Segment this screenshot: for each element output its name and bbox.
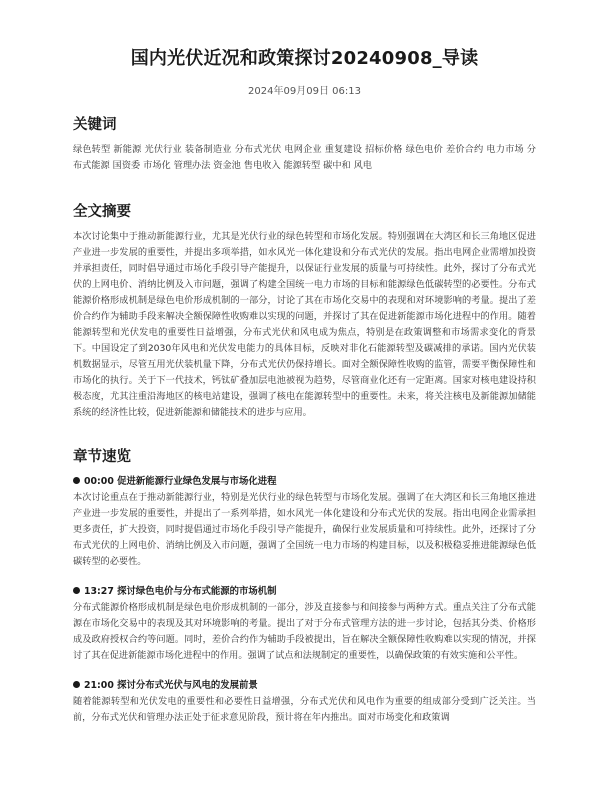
keywords-text: 绿色转型 新能源 光伏行业 装备制造业 分布式光伏 电网企业 重复建设 招标价格 绿色电价 差价合约 电力市场 分布式能源 国资委 市场化 管理办法 资金池 售电收入 能源转型 碳中和 风电 <box>73 144 536 171</box>
chapter-time-title[interactable]: 00:00 促进新能源行业绿色发展与市场化进程 <box>84 476 277 487</box>
chapter-title[interactable] <box>73 584 536 600</box>
bullet-icon <box>73 587 80 594</box>
publish-date: 2024年09月09日 06:13 <box>248 86 361 97</box>
bullet-icon <box>73 477 80 484</box>
bullet-icon <box>73 681 80 688</box>
chapter-title[interactable] <box>73 474 536 490</box>
chapter-text: 本次讨论重点在于推动新能源行业，特别是光伏行业的绿色转型与市场化发展。强调了在大湾区和长三角地区推进产业进一步发展的重要性，并提出了一系列举措，如水风光一体化建设和分布式光伏的发展。指出电网企业需承担更多责任，扩大投资，同时提倡通过市场化手段引导产能提升，确保行业发展质量和可持续性。此外，还探讨了分布式光伏的上网电价、消纳比例及入市问题，强调了全国统一电力市场的构建目标，以及积极稳妥推进能源绿色低碳转型的必要性。 <box>73 492 536 567</box>
chapter-item <box>73 474 536 570</box>
keywords-section <box>73 113 536 174</box>
abstract-section <box>73 200 536 421</box>
chapter-text: 分布式能源价格形成机制是绿色电价形成机制的一部分，涉及直接参与和间接参与两种方式。重点关注了分布式能源在市场化交易中的表现及其对环境影响的考量。提出了对于分布式管理方法的进一步讨论，包括其分类、价格形成及政府授权合约等问题。同时，差价合约作为辅助手段被提出，旨在解决全额保障性收购难以实现的情况，并探讨了其在促进新能源市场化进程中的作用。强调了试点和法规制定的重要性，以确保政策的有效实施和公平性。 <box>73 602 536 661</box>
keywords-heading: 关键词 <box>73 117 117 133</box>
chapter-time-title[interactable]: 21:00 探讨分布式光伏与风电的发展前景 <box>84 680 258 691</box>
chapter-title[interactable] <box>73 678 536 694</box>
abstract-text: 本次讨论集中于推动新能源行业，尤其是光伏行业的绿色转型和市场化发展。特别强调在大湾区和长三角地区促进产业进一步发展的重要性，并提出多项举措，如水风光一体化建设和分布式光伏的发展。指出电网企业需增加投资并承担责任，同时倡导通过市场化手段引导产能提升，以保证行业发展的质量与可持续性。此外，探讨了分布式光伏的上网电价、消纳比例及入市问题，强调了构建全国统一电力市场的目标和能源绿色低碳转型的必要性。分布式能源价格形成机制是绿色电价形成机制的一部分，讨论了其在市场化交易中的表现和对环境影响的考量。提出了差价合约作为辅助手段来解决全额保障性收购难以实现的问题，并探讨了其在促进新能源市场化进程中的作用。随着能源转型和光伏发电的重要性日益增强，分布式光伏和风电成为焦点，特别是在政策调整和市场需求变化的背景下。中国设定了到2030年风电和光伏发电能力的具体目标，反映对非化石能源转型及碳减排的承诺。国内光伏装机数据显示，尽管互用光伏装机量下降，分布式光伏仍保持增长。面对全额保障性收购的监管，需要平衡保障性和市场化的执行。关于下一代技术，钙钛矿叠加层电池被视为趋势，尽管商业化还有一定距离。国家对核电建设持积极态度，尤其注重沿海地区的核电站建设，强调了核电在能源转型中的重要性。未来，将关注核电及新能源加储能系统的经济性比较，促进新能源和储能技术的进步与应用。 <box>73 231 536 418</box>
chapters-heading: 章节速览 <box>73 449 131 465</box>
chapter-time-title[interactable]: 13:27 探讨绿色电价与分布式能源的市场机制 <box>84 586 277 597</box>
abstract-heading: 全文摘要 <box>73 204 131 220</box>
chapter-item <box>73 584 536 664</box>
chapter-text: 随着能源转型和光伏发电的重要性和必要性日益增强，分布式光伏和风电作为重要的组成部分受到广泛关注。当前，分布式光伏和管理办法正处于征求意见阶段，预计将在年内推出。面对市场变化和政策调 <box>73 696 536 723</box>
page-title: 国内光伏近况和政策探讨20240908_导读 <box>130 48 479 69</box>
chapters-section <box>73 445 536 726</box>
chapter-item <box>73 678 536 726</box>
